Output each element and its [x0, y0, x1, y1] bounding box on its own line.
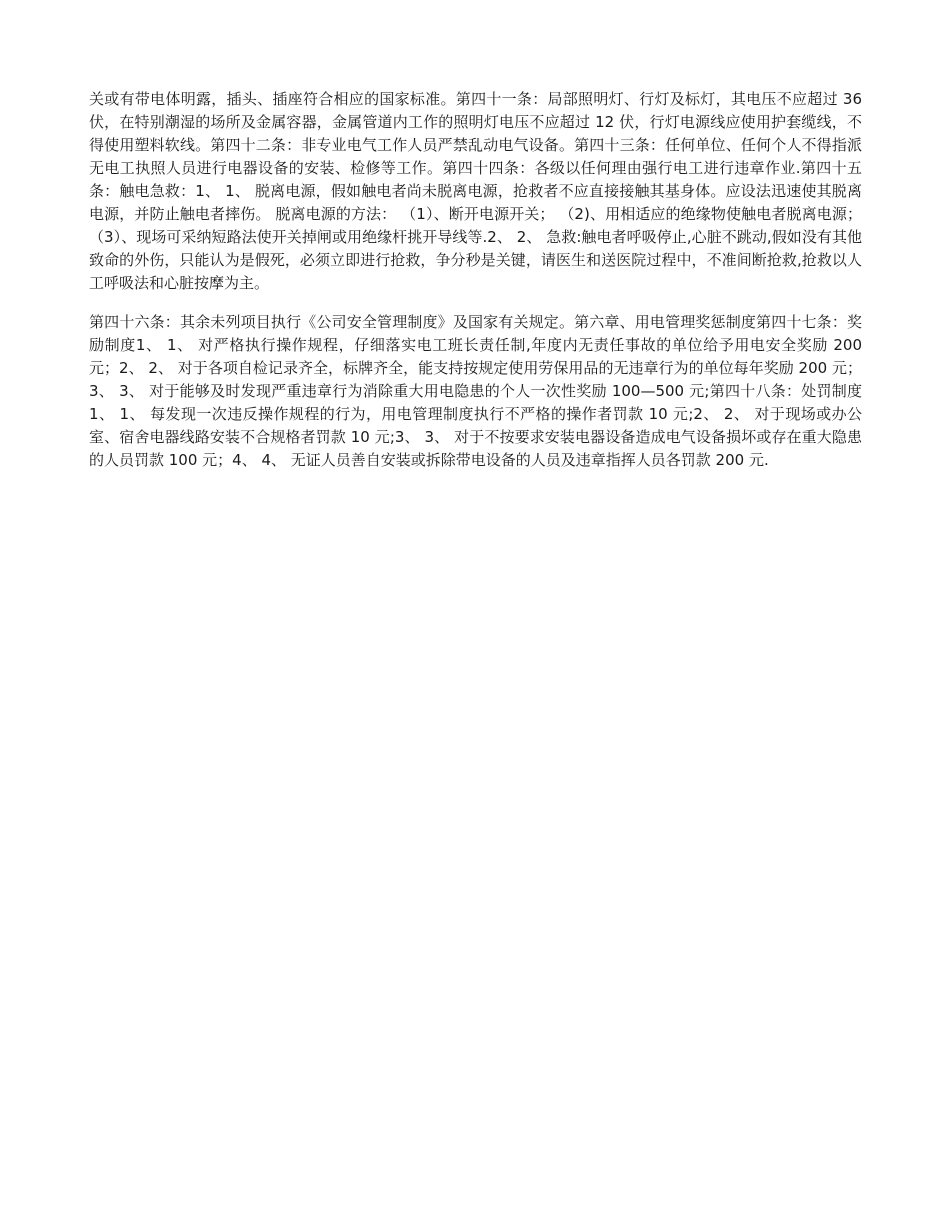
body-paragraph: 关或有带电体明露，插头、插座符合相应的国家标准。第四十一条：局部照明灯、行灯及标灯，其电压不应超过 36 伏，在特别潮湿的场所及金属容器，金属管道内工作的照明灯电压不应超过 12 伏，行灯电源线应使用护套缆线，不得使用塑料软线。第四十二条：非专业电气工作人员严禁乱动电气设备。第四十三条：任何单位、任何个人不得指派无电工执照人员进行电器设备的安装、检修等工作。第四十四条：各级以任何理由强行电工进行违章作业.第四十五条：触电急救：1、 1、 脱离电源，假如触电者尚未脱离电源，抢救者不应直接接触其基身体。应设法迅速使其脱离电源，并防止触电者摔伤。 脱离电源的方法： （1）、断开电源开关； （2)、用相适应的绝缘物使触电者脱离电源； （3）、现场可采纳短路法使开关掉闸或用绝缘杆挑开导线等.2、 2、 急救:触电者呼吸停止,心脏不跳动,假如没有其他致命的外伤，只能认为是假死，必须立即进行抢救，争分秒是关键，请医生和送医院过程中，不准间断抢救,抢救以人工呼吸法和心脏按摩为主。 — [89, 90, 862, 292]
body-paragraph: 第四十六条：其余未列项目执行《公司安全管理制度》及国家有关规定。第六章、用电管理奖惩制度第四十七条：奖励制度1、 1、 对严格执行操作规程，仔细落实电工班长责任制,年度内无责任事故的单位给予用电安全奖励 200 元；2、 2、 对于各项自检记录齐全，标牌齐全，能支持按规定使用劳保用品的无违章行为的单位每年奖励 200 元；3、 3、 对于能够及时发现严重违章行为消除重大用电隐患的个人一次性奖励 100—500 元;第四十八条：处罚制度1、 1、 每发现一次违反操作规程的行为，用电管理制度执行不严格的操作者罚款 10 元;2、 2、 对于现场或办公室、宿舍电器线路安装不合规格者罚款 10 元;3、 3、 对于不按要求安装电器设备造成电气设备损坏或存在重大隐患的人员罚款 100 元；4、 4、 无证人员善自安装或拆除带电设备的人员及违章指挥人员各罚款 200 元. — [89, 313, 862, 469]
